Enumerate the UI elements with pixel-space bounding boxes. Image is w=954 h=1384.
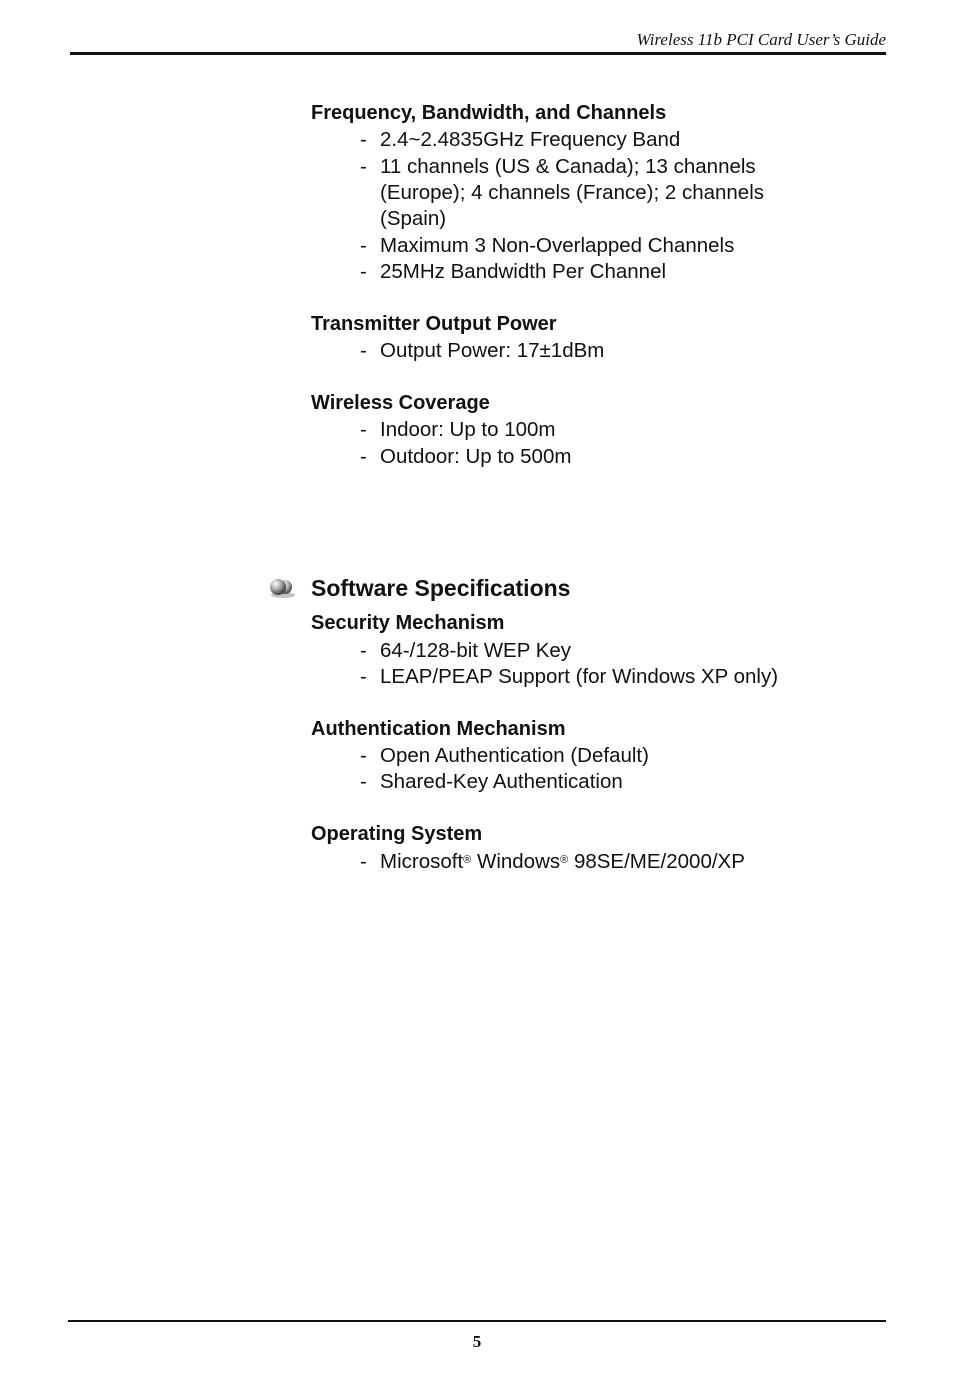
- transmitter-heading: Transmitter Output Power: [311, 313, 557, 335]
- header-title: Wireless 11b PCI Card User’s Guide: [636, 30, 886, 49]
- security-heading: Security Mechanism: [311, 612, 505, 634]
- registered-mark: ®: [560, 854, 569, 866]
- os-heading: Operating System: [311, 823, 483, 845]
- frequency-heading: Frequency, Bandwidth, and Channels: [311, 102, 667, 124]
- page-number: 5: [472, 1332, 482, 1351]
- footer-rule: [68, 1320, 886, 1322]
- authentication-heading: Authentication Mechanism: [311, 718, 566, 740]
- registered-mark: ®: [463, 854, 472, 866]
- software-heading: Software Specifications: [311, 575, 571, 601]
- coverage-heading: Wireless Coverage: [311, 392, 490, 414]
- section-bullet-icon: [268, 577, 296, 599]
- os-text: Microsoft® Windows® 98SE/ME/2000/XP: [380, 850, 745, 873]
- header-rule: [70, 52, 886, 55]
